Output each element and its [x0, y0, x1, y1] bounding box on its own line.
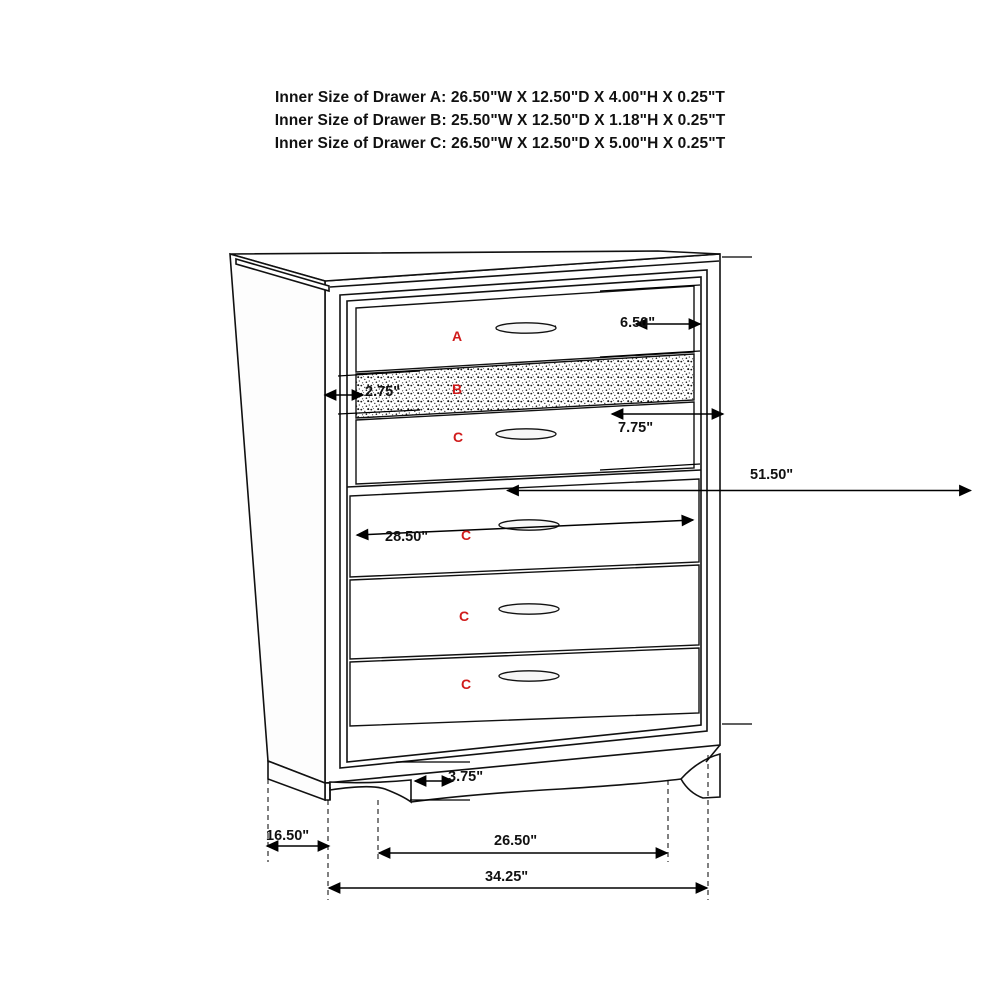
drawer-letter-b: B	[452, 381, 463, 397]
dim-drawer-a-height: 6.50"	[620, 315, 656, 331]
drawer-letter-c3: C	[459, 608, 470, 624]
drawer-letter-c1: C	[453, 429, 464, 445]
dim-drawer-c-height: 7.75"	[618, 420, 654, 436]
dim-side-depth: 16.50"	[266, 828, 310, 844]
dim-drawer-front-width: 28.50"	[385, 529, 429, 545]
spec-line-drawer-b: Inner Size of Drawer B: 25.50"W X 12.50"D X 1.18"H X 0.25"T	[274, 112, 726, 129]
drawer-letter-c4: C	[461, 676, 472, 692]
dim-inner-width: 26.50"	[494, 833, 538, 849]
dim-total-width: 34.25"	[485, 869, 529, 885]
dim-drawer-b-height: 2.75"	[365, 384, 401, 400]
drawer-letter-c2: C	[461, 527, 472, 543]
spec-line-drawer-a: Inner Size of Drawer A: 26.50"W X 12.50"D X 4.00"H X 0.25"T	[275, 89, 725, 106]
drawer-letter-a: A	[452, 328, 463, 344]
dim-leg-height: 3.75"	[448, 769, 484, 785]
spec-line-drawer-c: Inner Size of Drawer C: 26.50"W X 12.50"D X 5.00"H X 0.25"T	[274, 135, 726, 152]
dim-total-height: 51.50"	[750, 467, 794, 483]
